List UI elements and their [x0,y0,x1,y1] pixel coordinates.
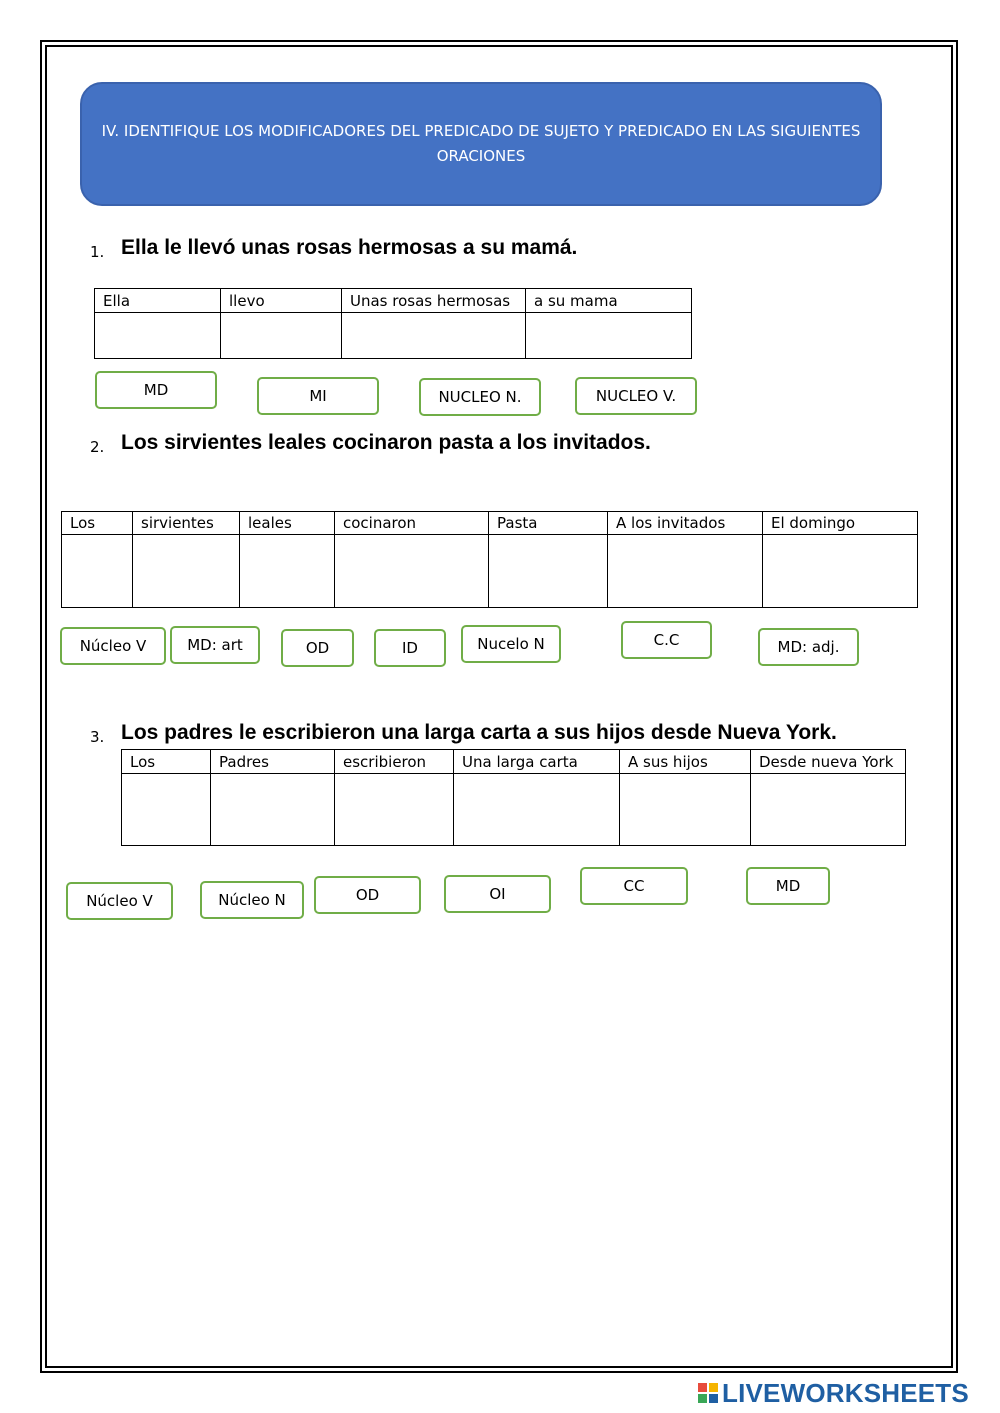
q1-header-cell: a su mama [526,289,692,313]
q3-header-cell: Una larga carta [454,750,620,774]
q2-chip-cc[interactable]: C.C [621,621,712,659]
q2-header-cell: A los invitados [608,512,763,535]
question-2-table [61,511,918,608]
liveworksheets-brand [698,1378,969,1408]
q2-drop-zone[interactable] [335,535,489,608]
q1-header-cell: Unas rosas hermosas [342,289,526,313]
q3-chip-nucleo-n[interactable]: Núcleo N [200,881,304,919]
q1-chip-mi[interactable]: MI [257,377,379,415]
q3-drop-zone[interactable] [211,774,335,846]
q3-drop-zone[interactable] [620,774,751,846]
q1-chip-nucleo-n[interactable]: NUCLEO N. [419,378,541,416]
question-3-sentence: Los padres le escribieron una larga carta a sus hijos desde Nueva York. [121,721,837,744]
q1-header-cell: Ella [95,289,221,313]
q2-chip-nucleo-v[interactable]: Núcleo V [60,627,166,665]
q2-header-cell: sirvientes [133,512,240,535]
question-1-table [94,288,692,359]
q2-chip-id[interactable]: ID [374,629,446,667]
q2-chip-nucelo-n[interactable]: Nucelo N [461,625,561,663]
q2-drop-zone[interactable] [133,535,240,608]
q1-chip-nucleo-v[interactable]: NUCLEO V. [575,377,697,415]
question-2-sentence: Los sirvientes leales cocinaron pasta a los invitados. [121,431,651,454]
q3-header-cell: A sus hijos [620,750,751,774]
q2-drop-zone[interactable] [240,535,335,608]
q3-drop-zone[interactable] [751,774,906,846]
liveworksheets-logo-icon [698,1383,718,1403]
q2-header-cell: leales [240,512,335,535]
q2-drop-zone[interactable] [489,535,608,608]
q2-chip-od[interactable]: OD [281,629,354,667]
question-3-number: 3. [90,728,105,746]
question-3-table [121,749,906,846]
question-1-number: 1. [90,243,105,261]
q3-chip-cc[interactable]: CC [580,867,688,905]
q3-chip-oi[interactable]: OI [444,875,551,913]
instruction-text: IV. IDENTIFIQUE LOS MODIFICADORES DEL PREDICADO DE SUJETO Y PREDICADO EN LAS SIGUIENTES ORACIONES [101,122,861,165]
q2-drop-zone[interactable] [763,535,918,608]
question-2-number: 2. [90,438,105,456]
q1-drop-zone[interactable] [342,313,526,359]
q3-drop-zone[interactable] [122,774,211,846]
q3-chip-od[interactable]: OD [314,876,421,914]
q1-drop-zone[interactable] [95,313,221,359]
q2-header-cell: Pasta [489,512,608,535]
q2-chip-md-art[interactable]: MD: art [170,626,260,664]
q3-header-cell: Desde nueva York [751,750,906,774]
q1-drop-zone[interactable] [526,313,692,359]
q3-header-cell: escribieron [335,750,454,774]
q2-drop-zone[interactable] [608,535,763,608]
q3-chip-nucleo-v[interactable]: Núcleo V [66,882,173,920]
q1-chip-md[interactable]: MD [95,371,217,409]
q3-drop-zone[interactable] [335,774,454,846]
q1-header-cell: llevo [221,289,342,313]
instruction-banner [80,82,882,206]
q3-header-cell: Padres [211,750,335,774]
q1-drop-zone[interactable] [221,313,342,359]
brand-name: LIVEWORKSHEETS [722,1377,969,1408]
q2-header-cell: El domingo [763,512,918,535]
q2-header-cell: Los [62,512,133,535]
question-1-sentence: Ella le llevó unas rosas hermosas a su mamá. [121,236,578,259]
q3-header-cell: Los [122,750,211,774]
q3-drop-zone[interactable] [454,774,620,846]
q2-chip-md-adj[interactable]: MD: adj. [758,628,859,666]
q2-header-cell: cocinaron [335,512,489,535]
q2-drop-zone[interactable] [62,535,133,608]
q3-chip-md[interactable]: MD [746,867,830,905]
